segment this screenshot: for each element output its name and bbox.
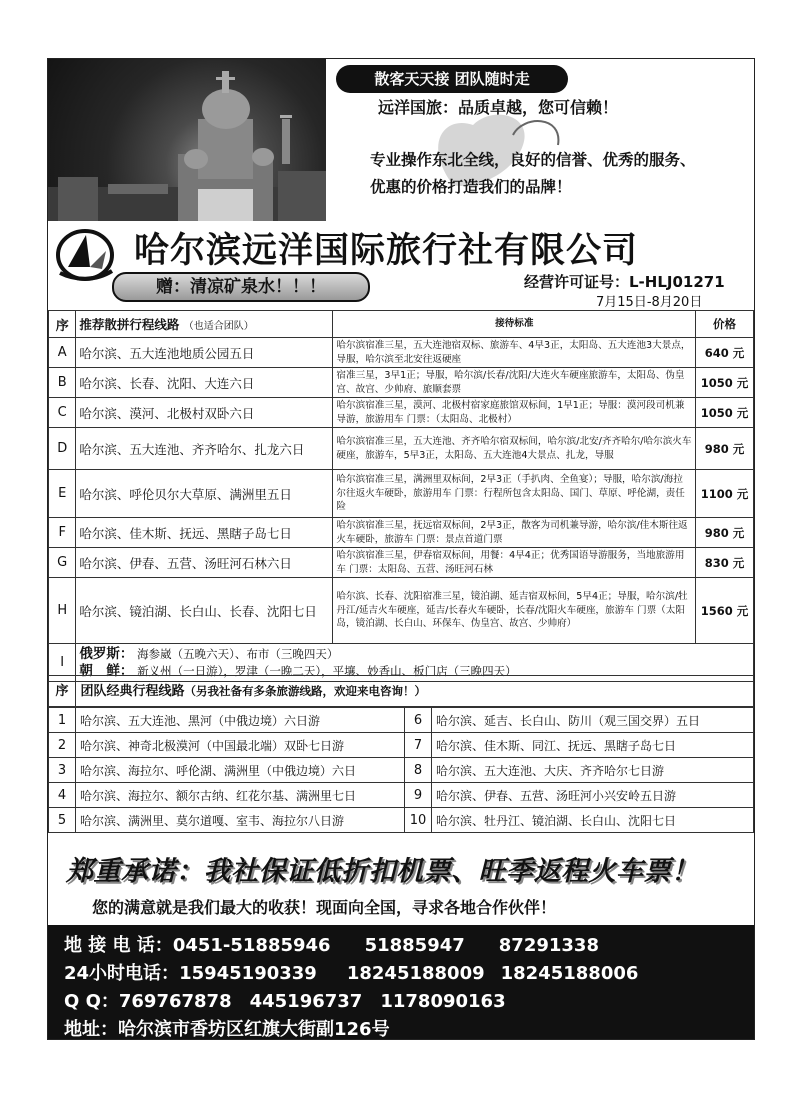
table-row [49, 578, 754, 644]
license-number: 经营许可证号：L-HLJ01271 [524, 273, 725, 291]
table-row [49, 398, 754, 428]
qq-number[interactable]: 1178090163 [380, 991, 506, 1012]
row-id: I [49, 644, 76, 682]
row-id: B [49, 368, 76, 398]
left-num: 5 [49, 808, 76, 833]
row-standard: 哈尔滨宿准三星，满洲里双标间，2早3正（手扒肉、全鱼宴）；导服，哈尔滨/海拉尔往返火车硬卧，旅游用车 门票：行程所包含太阳岛、国门、草原、呼伦湖，责任险 [333, 470, 696, 518]
cathedral-photo [48, 59, 326, 221]
hotline-row [64, 959, 638, 985]
header-id: 序 [49, 311, 76, 338]
left-route: 哈尔滨、神奇北极漠河（中国最北端）双卧七日游 [76, 733, 405, 758]
left-route: 哈尔滨、海拉尔、额尔古纳、红花尔基、满洲里七日 [76, 783, 405, 808]
qq-number[interactable]: 769767878 [118, 991, 232, 1012]
slogan-pill: 散客天天接 团队随时走 [336, 65, 568, 93]
row-price: 1560 元 [696, 578, 754, 644]
row-id: F [49, 518, 76, 548]
row-price: 640 元 [696, 338, 754, 368]
local-phone-label: 地 接 电 话： [64, 935, 173, 956]
row-route: 哈尔滨、呼伦贝尔大草原、满洲里五日 [76, 470, 333, 518]
left-num: 1 [49, 708, 76, 733]
row-route: 哈尔滨、长春、沈阳、大连六日 [76, 368, 333, 398]
group-header-note: （另我社备有多条旅游线路，欢迎来电咨询！） [184, 684, 427, 698]
header-route-title: 推荐散拼行程线路 [79, 317, 180, 332]
phone-number[interactable]: 0451-51885946 [172, 935, 331, 956]
right-num: 10 [405, 808, 432, 833]
company-name: 哈尔滨远洋国际旅行社有限公司 [134, 231, 639, 271]
row-route: 哈尔滨、伊春、五营、汤旺河石林六日 [76, 548, 333, 578]
row-id: H [49, 578, 76, 644]
table-row [49, 428, 754, 470]
right-num: 7 [405, 733, 432, 758]
group-routes-table [48, 707, 754, 833]
row-price: 980 元 [696, 518, 754, 548]
promise-banner: 郑重承诺：我社保证低折扣机票、旺季返程火车票！ [66, 856, 699, 887]
gift-badge: 赠：清凉矿泉水！！！ [112, 272, 370, 302]
group-header-id: 序 [49, 677, 76, 707]
table-row [49, 470, 754, 518]
row-standard: 哈尔滨宿准三星，五大连池、齐齐哈尔宿双标间，哈尔滨/北安/齐齐哈尔/哈尔滨火车硬座，旅游车，5早3正，太阳岛、五大连池4大景点、扎龙，导服 [333, 428, 696, 470]
table-row [49, 518, 754, 548]
phone-number[interactable]: 51885947 [364, 935, 465, 956]
row-route: 哈尔滨、佳木斯、抚远、黑瞎子岛七日 [76, 518, 333, 548]
right-num: 6 [405, 708, 432, 733]
row-standard: 哈尔滨宿准三星，抚远宿双标间，2早3正，散客为司机兼导游，哈尔滨/佳木斯往返火车硬卧，旅游车 门票：景点首道门票 [333, 518, 696, 548]
row-standard: 哈尔滨宿准三星，漠河、北极村宿家庭旅馆双标间，1早1正；导服：漠河段司机兼导游，旅游用车 门票：（太阳岛、北极村） [333, 398, 696, 428]
row-standard: 哈尔滨宿准三星，五大连池宿双标、旅游车、4早3正，太阳岛、五大连池3大景点，导服，哈尔滨至北安往返硬座 [333, 338, 696, 368]
left-route: 哈尔滨、海拉尔、呼伦湖、满洲里（中俄边境）六日 [76, 758, 405, 783]
right-route: 哈尔滨、五大连池、大庆、齐齐哈尔七日游 [432, 758, 754, 783]
row-standard: 哈尔滨宿准三星，伊春宿双标间，用餐：4早4正；优秀国语导游服务，当地旅游用车 门票：太阳岛、五营、汤旺河石林 [333, 548, 696, 578]
qq-label: Q Q： [64, 991, 119, 1012]
right-route: 哈尔滨、牡丹江、镜泊湖、长白山、沈阳七日 [432, 808, 754, 833]
header-standard: 接待标准 [333, 311, 696, 338]
slogan-detail [370, 147, 696, 201]
russia-label: 俄罗斯： [79, 645, 134, 662]
row-price: 1100 元 [696, 470, 754, 518]
address-text: 哈尔滨市香坊区红旗大街副126号 [118, 1019, 390, 1040]
korea-label: 朝 鲜： [79, 662, 134, 679]
row-price: 1050 元 [696, 398, 754, 428]
right-num: 9 [405, 783, 432, 808]
group-routes-header [48, 675, 754, 707]
row-id: E [49, 470, 76, 518]
left-num: 2 [49, 733, 76, 758]
right-num: 8 [405, 758, 432, 783]
header-route [76, 311, 333, 338]
address-row [64, 1015, 390, 1041]
header-price: 价格 [696, 311, 754, 338]
group-header-title: 团队经典行程线路 [80, 684, 185, 699]
table-row [49, 758, 754, 783]
table-header-row [49, 311, 754, 338]
table-row [49, 368, 754, 398]
left-route: 哈尔滨、五大连池、黑河（中俄边境）六日游 [76, 708, 405, 733]
russia-routes [79, 646, 750, 663]
left-num: 3 [49, 758, 76, 783]
table-row [49, 708, 754, 733]
row-id: D [49, 428, 76, 470]
flyer [47, 58, 755, 1040]
table-row [49, 548, 754, 578]
header-route-note: （也适合团队） [183, 321, 254, 332]
right-route: 哈尔滨、伊春、五营、汤旺河小兴安岭五日游 [432, 783, 754, 808]
row-price: 830 元 [696, 548, 754, 578]
hotline-label: 24小时电话： [64, 963, 180, 984]
slogan-main: 远洋国旅：品质卓越，您可信赖！ [378, 98, 619, 117]
left-route: 哈尔滨、满洲里、莫尔道嘎、室韦、海拉尔八日游 [76, 808, 405, 833]
left-num: 4 [49, 783, 76, 808]
qq-number[interactable]: 445196737 [249, 991, 363, 1012]
table-row [49, 808, 754, 833]
address-label: 地址： [64, 1019, 118, 1040]
qq-row [64, 987, 506, 1013]
row-route: 哈尔滨、五大连池地质公园五日 [76, 338, 333, 368]
phone-number[interactable]: 18245188009 [346, 963, 485, 984]
russia-text: 海参崴（五晚六天）、布市（三晚四天） [137, 646, 339, 661]
slogan-line-2: 优惠的价格打造我们的品牌！ [370, 178, 572, 196]
row-id: A [49, 338, 76, 368]
row-route: 哈尔滨、五大连池、齐齐哈尔、扎龙六日 [76, 428, 333, 470]
row-route: 哈尔滨、镜泊湖、长白山、长春、沈阳七日 [76, 578, 333, 644]
right-route: 哈尔滨、延吉、长白山、防川（观三国交界）五日 [432, 708, 754, 733]
slogan-line-1: 专业操作东北全线，良好的信誉、优秀的服务、 [370, 151, 696, 169]
row-id: G [49, 548, 76, 578]
recommended-routes-table [48, 310, 754, 682]
table-row [49, 733, 754, 758]
row-route: 哈尔滨、漠河、北极村双卧六日 [76, 398, 333, 428]
partner-wish: 您的满意就是我们最大的收获！现面向全国，寻求各地合作伙伴！ [92, 898, 557, 917]
valid-dates: 7月15日-8月20日 [596, 295, 703, 310]
row-price: 980 元 [696, 428, 754, 470]
phone-number[interactable]: 15945190339 [179, 963, 317, 984]
row-standard: 宿准三星，3早1正；导服，哈尔滨/长春/沈阳/大连火车硬座旅游车，太阳岛、伪皇宫、故宫、少帅府、旅顺套票 [333, 368, 696, 398]
right-route: 哈尔滨、佳木斯、同江、抚远、黑瞎子岛七日 [432, 733, 754, 758]
company-logo [56, 229, 114, 281]
phone-number[interactable]: 87291338 [498, 935, 599, 956]
korea-text: 新义州（一日游），罗津（一晚二天），平壤、妙香山、板门店（三晚四天） [137, 663, 517, 678]
local-phone-row [64, 931, 599, 957]
table-row [49, 783, 754, 808]
table-row [49, 338, 754, 368]
row-id: C [49, 398, 76, 428]
phone-number[interactable]: 18245188006 [500, 963, 639, 984]
row-price: 1050 元 [696, 368, 754, 398]
row-standard: 哈尔滨、长春、沈阳宿准三星，镜泊湖、延吉宿双标间，5早4正；导服，哈尔滨/牡丹江/延吉火车硬座，延吉/长春火车硬卧，长春/沈阳火车硬座，旅游车 门票（太阳岛，镜泊湖、长白山、环保车、伪皇宫、故宫、少帅府） [333, 578, 696, 644]
contact-panel [48, 925, 754, 1039]
